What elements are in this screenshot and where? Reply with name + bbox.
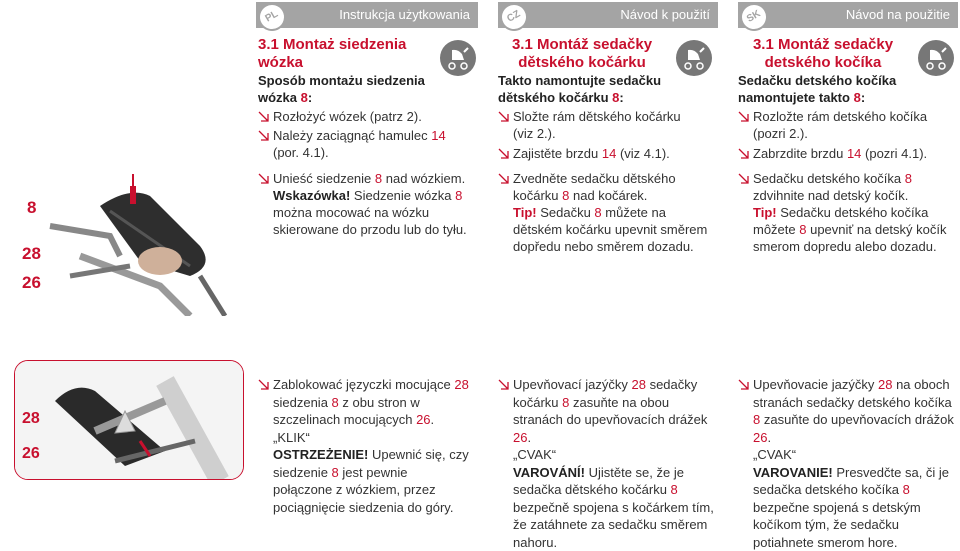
warning-label: OSTRZEŻENIE! (273, 447, 369, 462)
tip-text: upevniť na detský kočík smerom dopredu alebo dozadu. (753, 222, 947, 254)
stroller-seat-photo (40, 166, 245, 316)
arrow-icon (498, 378, 510, 390)
step-text: sedačky kočárku (513, 377, 698, 410)
stroller-icon (440, 40, 476, 76)
step-text: (pozri 4.1). (861, 146, 928, 161)
step-text: Upevňovacie jazýčky (753, 377, 878, 392)
step-brake-sk (738, 145, 956, 162)
click-sound: „CVAK“ (753, 447, 797, 462)
arrow-icon (498, 110, 510, 122)
arrow-icon (498, 147, 510, 159)
step-text: kočárku (513, 188, 563, 203)
step-text: Zajistěte brzdu (513, 146, 602, 161)
step-text: (pozri 2.). (753, 126, 808, 141)
language-code-sk: SK (744, 8, 763, 25)
tip-label: Wskazówka! (273, 188, 351, 203)
warning-label: VAROVÁNÍ! (513, 464, 585, 480)
arrow-icon (738, 378, 750, 390)
warning-label: VAROVANIE! (753, 464, 833, 480)
step-text: siedzenia (273, 394, 332, 410)
section-title-text-sk: 3.1 Montáž sedačky (752, 36, 894, 53)
step-text: . (767, 429, 772, 445)
part-number: 28 (454, 377, 469, 392)
tip-text: môžete (753, 222, 800, 237)
part-number: 14 (431, 128, 446, 143)
step-text: Zabrzdite brzdu (753, 146, 847, 161)
click-sound: „KLIK“ (273, 429, 310, 445)
section-title-cz (498, 36, 666, 72)
part-number: 28 (631, 377, 646, 392)
step-text: (viz 4.1). (616, 146, 670, 161)
header-title-pl: Instrukcja użytkowania (339, 7, 470, 22)
subtitle-suffix: : (619, 90, 624, 105)
part-number: 28 (878, 377, 893, 392)
part-number: 8 (594, 205, 602, 220)
part-number: 8 (670, 482, 678, 497)
step-text: Rozłożyć wózek (patrz 2). (273, 109, 422, 124)
step-text: Należy zaciągnąć hamulec (273, 128, 432, 143)
part-number: 14 (601, 146, 617, 161)
stroller-icon (676, 40, 712, 76)
step-text: z obu stron w szczelinach mocujących (273, 394, 420, 427)
step-text: Upevňovací jazýčky (513, 377, 632, 392)
step-text: bezpečně spojena s kočárkem tím, že zatáhnete za sedačku směrem nahoru. (513, 499, 714, 550)
step-text: Zablokować języczki mocujące (273, 377, 455, 392)
step-text: Rozložte rám detského kočíka (753, 109, 928, 124)
part-number: 8 (331, 394, 339, 410)
step-text: jest pewnie połączone z wózkiem, przez pociągnięcie siedzenia do góry. (273, 464, 454, 515)
step-text: Sedačku detského kočíka (753, 171, 905, 186)
step-lift-cz (498, 170, 716, 255)
tip-label: Tip! (753, 205, 777, 220)
language-code-cz: CZ (505, 8, 523, 25)
arrow-icon (738, 110, 750, 122)
step-text: nad wózkiem. (382, 171, 466, 186)
step-text: Zvedněte sedačku dětského (513, 171, 676, 186)
part-number: 8 (562, 394, 570, 410)
subtitle-text-pl: Sposób montażu siedzenia wózka (258, 73, 425, 105)
step-text: Upewnić się, czy siedzenie (273, 447, 469, 480)
lower-step-sk (738, 376, 956, 551)
step-text: (viz 2.). (513, 126, 556, 141)
part-number: 8 (331, 464, 339, 480)
subtitle-text-sk: namontujete takto (738, 90, 854, 105)
label-tongue-number-detail: 28 (22, 410, 40, 427)
section-title-text-cz: dětského kočárku (518, 54, 646, 71)
step-unfold-pl (258, 108, 468, 125)
part-number: 8 (300, 90, 308, 105)
part-number: 8 (853, 90, 861, 105)
lower-step-cz (498, 376, 716, 551)
step-text: . (430, 412, 435, 427)
tip-label: Tip! (513, 205, 537, 220)
step-unfold-sk (738, 108, 956, 142)
detail-photo-frame (14, 360, 244, 480)
section-title-text-pl: 3.1 Montaż siedzenia wózka (258, 36, 407, 71)
arrow-icon (738, 172, 750, 184)
step-text: Presvedčte sa, či je sedačka detského kočíka (753, 464, 950, 497)
label-tongue-number: 28 (22, 244, 41, 263)
part-number: 26 (416, 412, 431, 427)
step-text: bezpečne spojená s detským kočíkom tým, že sedačku potiahnete smerom hore. (753, 499, 921, 550)
click-sound: „CVAK“ (513, 447, 557, 462)
step-text: Složte rám dětského kočárku (513, 109, 681, 124)
step-brake-cz (498, 145, 713, 162)
label-slot-number: 26 (22, 273, 41, 292)
subtitle-cz (498, 72, 708, 106)
part-number: 26 (753, 429, 768, 445)
subtitle-suffix: : (860, 90, 866, 105)
subtitle-text-sk: Sedačku detského kočíka (738, 73, 897, 88)
subtitle-text-cz: dětského kočárku (498, 90, 613, 105)
step-unfold-cz (498, 108, 713, 142)
step-text: zasuňte na obou stranách do upevňovacích drážek (513, 394, 708, 427)
section-title-sk (738, 36, 908, 72)
arrow-icon (258, 378, 270, 390)
part-number: 8 (612, 90, 620, 105)
tip-text: Sedačku (536, 205, 595, 220)
part-number: 14 (846, 146, 862, 161)
subtitle-sk (738, 72, 948, 106)
arrow-icon (738, 147, 750, 159)
stroller-icon (918, 40, 954, 76)
part-number: 8 (455, 188, 463, 203)
step-text: nad kočárek. (569, 188, 648, 203)
label-seat-number: 8 (27, 198, 37, 217)
step-lift-sk (738, 170, 956, 255)
header-bar-pl (256, 2, 478, 28)
tip-text: można mocować na wózku skierowane do przodu lub do tyłu. (273, 205, 467, 237)
arrow-icon (498, 172, 510, 184)
step-text: . (527, 429, 532, 445)
tip-text: Sedačku detského kočíka (776, 205, 929, 220)
step-text: zasuňte do upevňovacích drážok (760, 412, 954, 427)
section-title-pl (258, 36, 428, 72)
step-text: (por. 4.1). (273, 145, 329, 160)
part-number: 8 (904, 171, 912, 186)
arrow-icon (258, 110, 270, 122)
part-number: 8 (753, 412, 761, 427)
header-title-sk: Návod na použitie (845, 7, 950, 22)
language-code-pl: PL (263, 8, 281, 25)
latch-detail-illustration (15, 361, 244, 480)
step-text: Unieść siedzenie (273, 171, 375, 186)
subtitle-text-cz: Takto namontujte sedačku (498, 73, 662, 88)
part-number: 8 (902, 482, 910, 497)
arrow-icon (258, 172, 270, 184)
header-bar-sk (738, 2, 958, 28)
step-text: zdvihnite nad detský kočík. (753, 188, 909, 203)
tip-text: Siedzenie wózka (350, 188, 456, 203)
lower-step-pl (258, 376, 470, 516)
part-number: 8 (374, 171, 383, 186)
step-lift-pl (258, 170, 468, 238)
step-text: na oboch stranách sedačky detského kočíka (753, 377, 952, 410)
header-bar-cz (498, 2, 718, 28)
subtitle-suffix: : (307, 90, 313, 105)
subtitle-pl (258, 72, 458, 106)
part-number: 26 (513, 429, 528, 445)
header-title-cz: Návod k použití (620, 7, 710, 22)
part-number: 8 (799, 222, 807, 237)
arrow-icon (258, 129, 270, 141)
section-title-text-sk: detského kočíka (764, 54, 882, 71)
tip-text: můžete na dětském kočárku upevnit směrem dopředu nebo směrem dozadu. (513, 205, 708, 254)
step-text: Ujistěte se, že je sedačka dětského kočárku (513, 464, 684, 497)
step-brake-pl (258, 127, 468, 161)
stroller-seat-illustration (40, 166, 245, 316)
label-slot-number-detail: 26 (22, 445, 40, 462)
section-title-text-cz: 3.1 Montáž sedačky (511, 36, 653, 53)
part-number: 8 (562, 188, 570, 203)
